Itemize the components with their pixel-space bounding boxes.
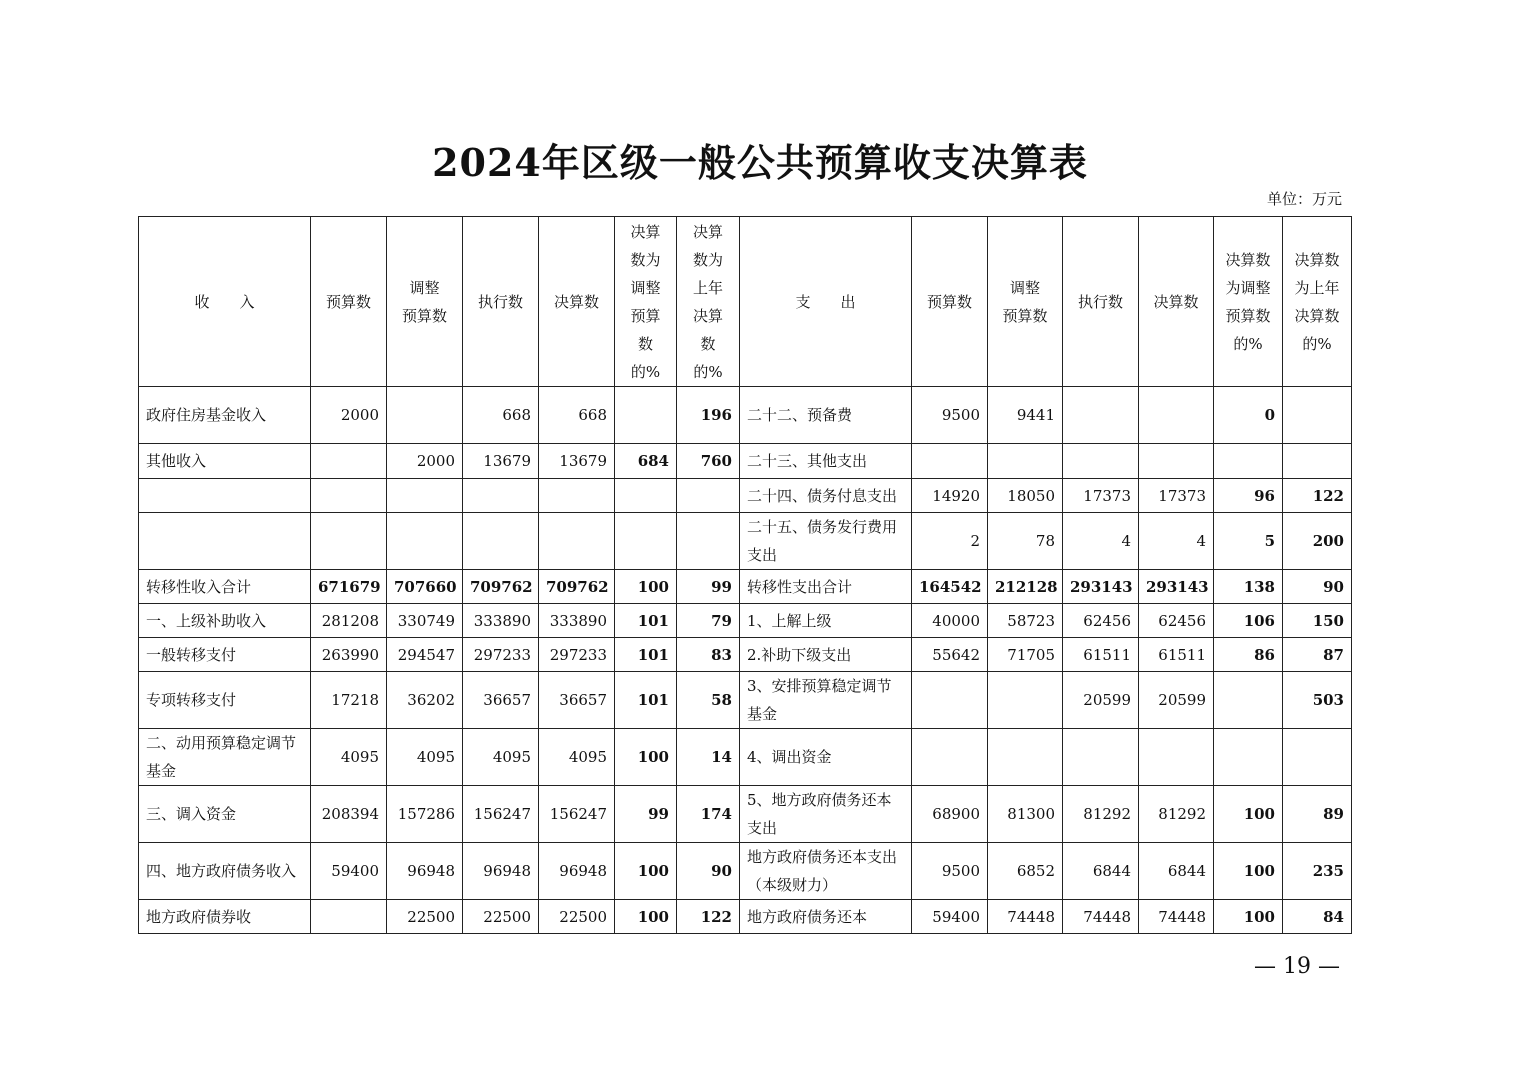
expense-pct-prev [1283, 444, 1352, 479]
income-pct-adjusted: 100 [615, 729, 677, 786]
expense-pct-adjusted: 138 [1214, 570, 1283, 604]
expense-final: 4 [1139, 513, 1214, 570]
header-pct-prev-income: 决算 数为 上年 决算 数 的% [677, 217, 740, 387]
expense-name: 2.补助下级支出 [740, 638, 912, 672]
income-name: 其他收入 [139, 444, 311, 479]
expense-name: 5、地方政府债务还本支出 [740, 786, 912, 843]
expense-executed: 6844 [1063, 843, 1139, 900]
income-pct-adjusted: 101 [615, 604, 677, 638]
income-pct-prev: 174 [677, 786, 740, 843]
income-executed: 668 [463, 387, 539, 444]
income-pct-prev: 83 [677, 638, 740, 672]
expense-final: 74448 [1139, 900, 1214, 934]
expense-pct-adjusted [1214, 729, 1283, 786]
table-row [139, 604, 1352, 638]
table-row [139, 513, 1352, 570]
header-final: 决算数 [539, 217, 615, 387]
income-final: 156247 [539, 786, 615, 843]
income-name: 四、地方政府债务收入 [139, 843, 311, 900]
expense-name: 地方政府债务还本支出（本级财力） [740, 843, 912, 900]
expense-name: 4、调出资金 [740, 729, 912, 786]
income-pct-prev: 79 [677, 604, 740, 638]
expense-name: 地方政府债务还本 [740, 900, 912, 934]
expense-pct-prev: 84 [1283, 900, 1352, 934]
unit-label: 单位：万元 [1266, 190, 1342, 208]
expense-pct-adjusted: 5 [1214, 513, 1283, 570]
income-final [539, 479, 615, 513]
expense-budget: 40000 [912, 604, 988, 638]
expense-executed [1063, 387, 1139, 444]
income-final: 709762 [539, 570, 615, 604]
expense-budget [912, 729, 988, 786]
income-budget [311, 513, 387, 570]
income-name: 地方政府债券收 [139, 900, 311, 934]
income-pct-adjusted [615, 513, 677, 570]
expense-pct-prev: 503 [1283, 672, 1352, 729]
expense-executed: 20599 [1063, 672, 1139, 729]
income-final: 96948 [539, 843, 615, 900]
income-pct-prev [677, 479, 740, 513]
income-executed: 4095 [463, 729, 539, 786]
income-pct-adjusted: 101 [615, 672, 677, 729]
income-pct-adjusted: 684 [615, 444, 677, 479]
header-income: 收 入 [139, 217, 311, 387]
expense-final: 61511 [1139, 638, 1214, 672]
income-adjusted: 2000 [387, 444, 463, 479]
income-executed [463, 479, 539, 513]
expense-name: 二十五、债务发行费用支出 [740, 513, 912, 570]
income-final: 36657 [539, 672, 615, 729]
income-adjusted: 4095 [387, 729, 463, 786]
income-pct-adjusted: 100 [615, 900, 677, 934]
income-adjusted: 96948 [387, 843, 463, 900]
expense-name: 转移性支出合计 [740, 570, 912, 604]
income-final [539, 513, 615, 570]
header-pct-adjusted-income: 决算 数为 调整 预算 数 的% [615, 217, 677, 387]
income-adjusted: 330749 [387, 604, 463, 638]
expense-budget: 14920 [912, 479, 988, 513]
income-executed: 96948 [463, 843, 539, 900]
expense-adjusted: 71705 [988, 638, 1063, 672]
income-adjusted: 294547 [387, 638, 463, 672]
income-executed: 36657 [463, 672, 539, 729]
expense-final: 293143 [1139, 570, 1214, 604]
income-pct-adjusted: 100 [615, 570, 677, 604]
income-name: 二、动用预算稳定调节基金 [139, 729, 311, 786]
expense-adjusted: 58723 [988, 604, 1063, 638]
header-expense: 支 出 [740, 217, 912, 387]
expense-pct-adjusted: 106 [1214, 604, 1283, 638]
expense-pct-adjusted: 100 [1214, 900, 1283, 934]
expense-pct-prev: 235 [1283, 843, 1352, 900]
income-pct-adjusted: 101 [615, 638, 677, 672]
income-adjusted: 36202 [387, 672, 463, 729]
expense-adjusted: 78 [988, 513, 1063, 570]
expense-executed [1063, 444, 1139, 479]
income-pct-adjusted [615, 479, 677, 513]
page-number: — 19 — [1254, 954, 1340, 979]
expense-executed: 17373 [1063, 479, 1139, 513]
income-adjusted [387, 387, 463, 444]
expense-adjusted [988, 729, 1063, 786]
table-row [139, 638, 1352, 672]
expense-adjusted: 81300 [988, 786, 1063, 843]
income-executed: 333890 [463, 604, 539, 638]
expense-adjusted [988, 672, 1063, 729]
header-final-expense: 决算数 [1139, 217, 1214, 387]
income-budget [311, 900, 387, 934]
header-adjusted-expense: 调整 预算数 [988, 217, 1063, 387]
expense-adjusted: 9441 [988, 387, 1063, 444]
table-row [139, 843, 1352, 900]
expense-name: 二十二、预备费 [740, 387, 912, 444]
income-executed: 709762 [463, 570, 539, 604]
table-row [139, 387, 1352, 444]
header-budget-expense: 预算数 [912, 217, 988, 387]
expense-name: 二十三、其他支出 [740, 444, 912, 479]
expense-executed: 81292 [1063, 786, 1139, 843]
expense-budget: 59400 [912, 900, 988, 934]
income-budget: 59400 [311, 843, 387, 900]
income-budget: 263990 [311, 638, 387, 672]
expense-budget [912, 672, 988, 729]
expense-pct-prev: 89 [1283, 786, 1352, 843]
income-executed: 156247 [463, 786, 539, 843]
header-pct-adjusted-expense: 决算数 为调整 预算数 的% [1214, 217, 1283, 387]
income-pct-prev: 90 [677, 843, 740, 900]
expense-final: 17373 [1139, 479, 1214, 513]
income-executed: 297233 [463, 638, 539, 672]
income-name [139, 513, 311, 570]
expense-adjusted: 212128 [988, 570, 1063, 604]
expense-pct-prev: 150 [1283, 604, 1352, 638]
expense-pct-adjusted: 0 [1214, 387, 1283, 444]
expense-final: 62456 [1139, 604, 1214, 638]
table-row [139, 672, 1352, 729]
expense-budget: 68900 [912, 786, 988, 843]
header-executed: 执行数 [463, 217, 539, 387]
expense-final [1139, 444, 1214, 479]
income-budget [311, 444, 387, 479]
income-name: 转移性收入合计 [139, 570, 311, 604]
table-row [139, 729, 1352, 786]
income-name [139, 479, 311, 513]
header-executed-expense: 执行数 [1063, 217, 1139, 387]
expense-name: 3、安排预算稳定调节基金 [740, 672, 912, 729]
expense-executed: 74448 [1063, 900, 1139, 934]
expense-budget: 9500 [912, 843, 988, 900]
expense-budget: 55642 [912, 638, 988, 672]
expense-pct-prev: 122 [1283, 479, 1352, 513]
income-pct-adjusted: 99 [615, 786, 677, 843]
income-budget: 281208 [311, 604, 387, 638]
income-final: 13679 [539, 444, 615, 479]
income-pct-prev: 760 [677, 444, 740, 479]
expense-name: 二十四、债务付息支出 [740, 479, 912, 513]
table-row [139, 900, 1352, 934]
income-pct-prev: 58 [677, 672, 740, 729]
expense-executed: 61511 [1063, 638, 1139, 672]
expense-adjusted: 18050 [988, 479, 1063, 513]
income-budget: 2000 [311, 387, 387, 444]
income-final: 22500 [539, 900, 615, 934]
income-final: 668 [539, 387, 615, 444]
expense-executed: 4 [1063, 513, 1139, 570]
expense-pct-prev: 200 [1283, 513, 1352, 570]
expense-budget: 9500 [912, 387, 988, 444]
expense-executed: 62456 [1063, 604, 1139, 638]
expense-executed: 293143 [1063, 570, 1139, 604]
income-adjusted [387, 513, 463, 570]
income-pct-prev: 122 [677, 900, 740, 934]
income-name: 一、上级补助收入 [139, 604, 311, 638]
income-pct-prev [677, 513, 740, 570]
income-name: 政府住房基金收入 [139, 387, 311, 444]
income-pct-adjusted: 100 [615, 843, 677, 900]
expense-final: 81292 [1139, 786, 1214, 843]
expense-budget: 164542 [912, 570, 988, 604]
page-title: 2024年区级一般公共预算收支决算表 [432, 140, 1088, 185]
income-name: 一般转移支付 [139, 638, 311, 672]
income-adjusted [387, 479, 463, 513]
income-budget [311, 479, 387, 513]
expense-pct-adjusted: 100 [1214, 786, 1283, 843]
income-name: 三、调入资金 [139, 786, 311, 843]
expense-pct-adjusted: 100 [1214, 843, 1283, 900]
table-row [139, 444, 1352, 479]
income-adjusted: 22500 [387, 900, 463, 934]
income-budget: 208394 [311, 786, 387, 843]
income-final: 333890 [539, 604, 615, 638]
income-budget: 17218 [311, 672, 387, 729]
expense-final: 6844 [1139, 843, 1214, 900]
income-pct-prev: 14 [677, 729, 740, 786]
income-budget: 671679 [311, 570, 387, 604]
expense-budget [912, 444, 988, 479]
income-final: 297233 [539, 638, 615, 672]
table-row [139, 570, 1352, 604]
expense-pct-prev [1283, 387, 1352, 444]
table-row [139, 479, 1352, 513]
income-pct-adjusted [615, 387, 677, 444]
expense-final: 20599 [1139, 672, 1214, 729]
expense-final [1139, 729, 1214, 786]
income-name: 专项转移支付 [139, 672, 311, 729]
expense-pct-prev: 87 [1283, 638, 1352, 672]
income-adjusted: 157286 [387, 786, 463, 843]
header-budget: 预算数 [311, 217, 387, 387]
expense-pct-prev: 90 [1283, 570, 1352, 604]
income-budget: 4095 [311, 729, 387, 786]
expense-pct-adjusted: 86 [1214, 638, 1283, 672]
income-executed: 13679 [463, 444, 539, 479]
income-final: 4095 [539, 729, 615, 786]
expense-pct-adjusted [1214, 672, 1283, 729]
expense-pct-prev [1283, 729, 1352, 786]
expense-final [1139, 387, 1214, 444]
expense-name: 1、上解上级 [740, 604, 912, 638]
header-row [139, 217, 1352, 387]
expense-executed [1063, 729, 1139, 786]
table-row [139, 786, 1352, 843]
budget-table [138, 216, 1352, 934]
income-pct-prev: 196 [677, 387, 740, 444]
expense-adjusted [988, 444, 1063, 479]
expense-adjusted: 74448 [988, 900, 1063, 934]
income-pct-prev: 99 [677, 570, 740, 604]
income-executed: 22500 [463, 900, 539, 934]
expense-pct-adjusted: 96 [1214, 479, 1283, 513]
header-adjusted: 调整 预算数 [387, 217, 463, 387]
expense-pct-adjusted [1214, 444, 1283, 479]
header-pct-prev-expense: 决算数 为上年 决算数 的% [1283, 217, 1352, 387]
expense-adjusted: 6852 [988, 843, 1063, 900]
income-adjusted: 707660 [387, 570, 463, 604]
income-executed [463, 513, 539, 570]
expense-budget: 2 [912, 513, 988, 570]
